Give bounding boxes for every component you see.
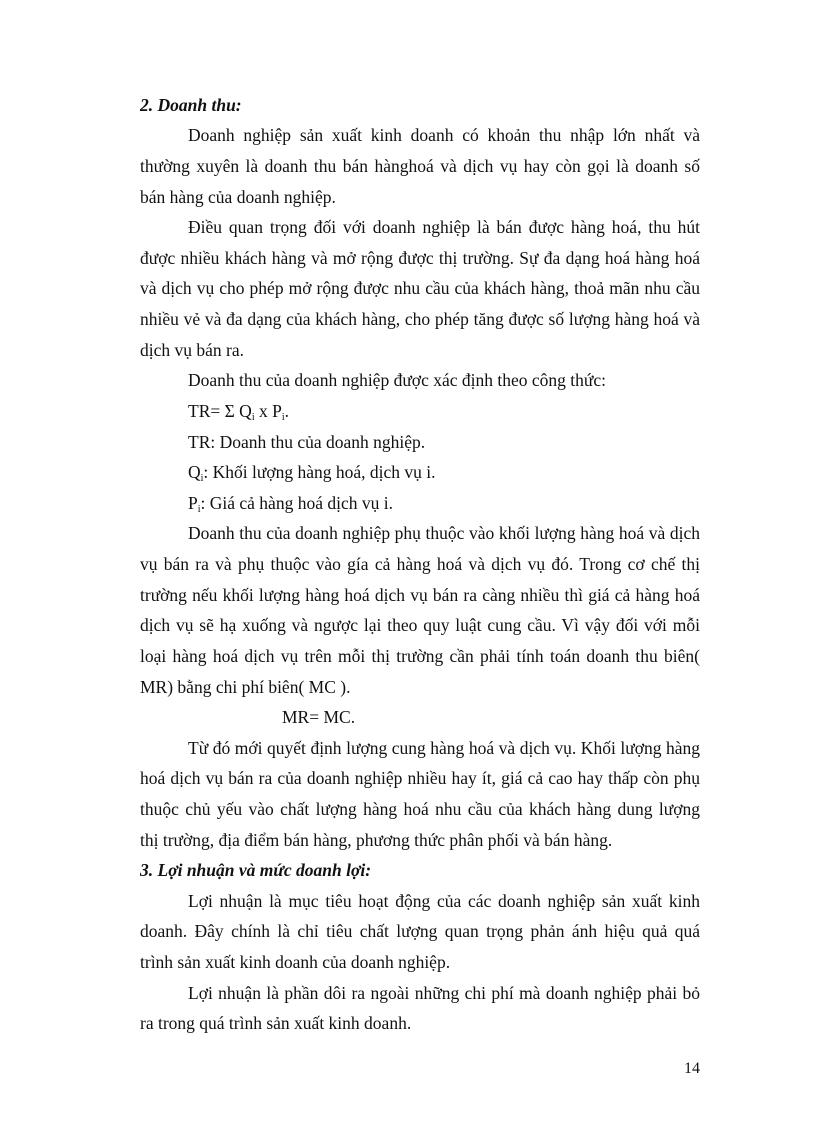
formula-mid: x P — [254, 401, 282, 421]
symbol-subscript: i — [200, 473, 204, 484]
revenue-formula — [188, 400, 816, 422]
definition-tr: TR: Doanh thu của doanh nghiệp. — [188, 432, 426, 452]
paragraph-line: trình sản xuất kinh doanh của doanh nghiệp. — [140, 952, 451, 972]
paragraph-line: vụ bán ra và phụ thuộc vào gía cả hàng hoá và dịch vụ đó. Trong cơ chế thị — [140, 554, 700, 574]
formula-end: . — [284, 401, 289, 421]
formula-subscript: i — [281, 412, 285, 423]
formula-lhs: TR= Σ Q — [188, 401, 252, 421]
paragraph-line: MR) bằng chi phí biên( MC ). — [140, 677, 351, 697]
paragraph-line: và dịch vụ cho phép mở rộng được nhu cầu của khách hàng, thoả mãn nhu cầu — [140, 278, 700, 298]
mr-mc-equation: MR= MC. — [282, 707, 356, 727]
paragraph-line: Doanh thu của doanh nghiệp được xác định theo công thức: — [188, 370, 606, 390]
section-heading-profit: 3. Lợi nhuận và mức doanh lợi: — [140, 860, 372, 880]
definition-p — [188, 492, 816, 514]
paragraph-line: Lợi nhuận là mục tiêu hoạt động của các doanh nghiệp sản xuất kinh — [188, 891, 700, 911]
paragraph-line: Lợi nhuận là phần dôi ra ngoài những chi phí mà doanh nghiệp phải bỏ — [188, 983, 700, 1003]
symbol: Q — [188, 462, 201, 482]
paragraph-line: dịch vụ sẽ hạ xuống và ngược lại theo quy luật cung cầu. Vì vậy đối với mỗi — [140, 615, 700, 635]
definition-text: : Khối lượng hàng hoá, dịch vụ i. — [203, 462, 436, 482]
definition-text: : Giá cả hàng hoá dịch vụ i. — [200, 493, 393, 513]
paragraph-line: bán hàng của doanh nghiệp. — [140, 187, 336, 207]
paragraph-line: loại hàng hoá dịch vụ trên mỗi thị trường cần phải tính toán doanh thu biên( — [140, 646, 700, 666]
section-heading-revenue: 2. Doanh thu: — [140, 95, 242, 115]
symbol-subscript: i — [197, 504, 201, 515]
paragraph-line: Từ đó mới quyết định lượng cung hàng hoá và dịch vụ. Khối lượng hàng — [188, 738, 700, 758]
definition-q — [188, 461, 816, 483]
paragraph-line: được nhiều khách hàng và mở rộng được thị trường. Sự đa dạng hoá hàng hoá — [140, 248, 700, 268]
paragraph-line: thuộc chủ yếu vào chất lượng hàng hoá nhu cầu của khách hàng dung lượng — [140, 799, 700, 819]
paragraph-line: Doanh nghiệp sản xuất kinh doanh có khoản thu nhập lớn nhất và — [188, 125, 700, 145]
paragraph-line: thường xuyên là doanh thu bán hànghoá và dịch vụ hay còn gọi là doanh số — [140, 156, 700, 176]
paragraph-line: Điều quan trọng đối với doanh nghiệp là bán được hàng hoá, thu hút — [188, 217, 700, 237]
paragraph-line: hoá dịch vụ bán ra của doanh nghiệp nhiều hay ít, giá cả cao hay thấp còn phụ — [140, 768, 700, 788]
paragraph-line: trường nếu khối lượng hàng hoá dịch vụ bán ra càng nhiều thì giá cả hàng hoá — [140, 585, 700, 605]
paragraph-line: ra trong quá trình sản xuất kinh doanh. — [140, 1013, 412, 1033]
symbol: P — [188, 493, 198, 513]
paragraph-line: nhiều vẻ và đa dạng của khách hàng, cho phép tăng được số lượng hàng hoá và — [140, 309, 700, 329]
formula-subscript: i — [251, 412, 255, 423]
paragraph-line: doanh. Đây chính là chỉ tiêu chất lượng quan trọng phản ánh hiệu quả quá — [140, 921, 700, 941]
paragraph-line: thị trường, địa điểm bán hàng, phương thức phân phối và bán hàng. — [140, 830, 613, 850]
paragraph-line: dịch vụ bán ra. — [140, 340, 244, 360]
paragraph-line: Doanh thu của doanh nghiệp phụ thuộc vào khối lượng hàng hoá và dịch — [188, 523, 700, 543]
page-number: 14 — [684, 1060, 700, 1077]
